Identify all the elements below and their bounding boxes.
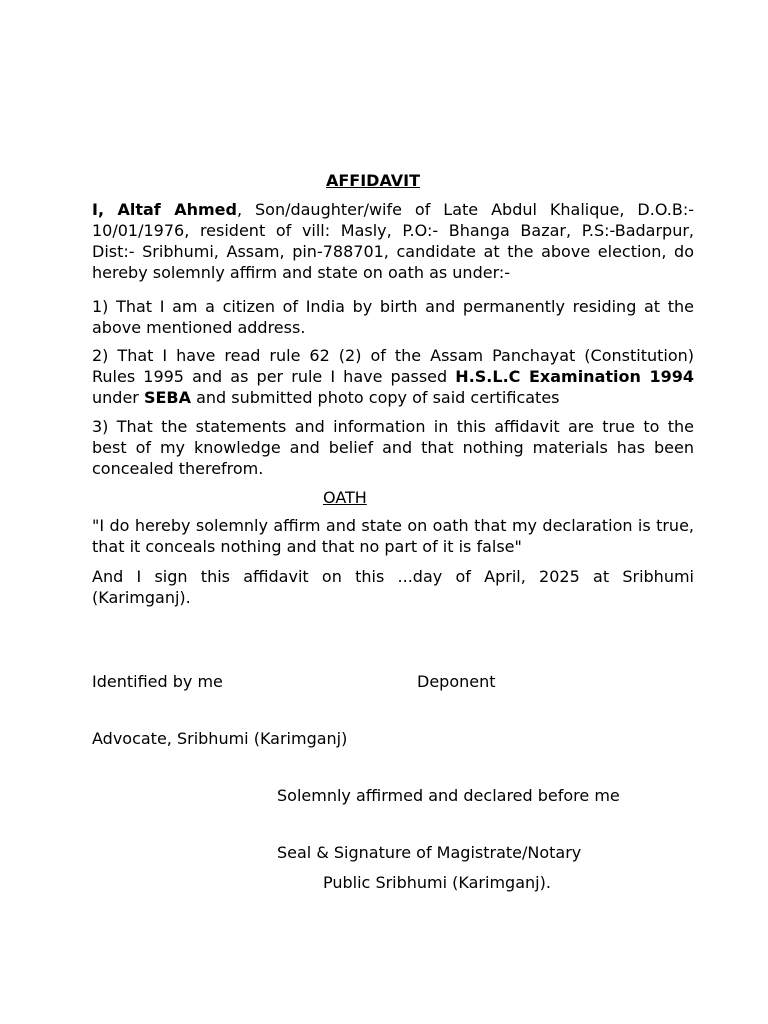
point-2 [92,345,694,408]
intro-paragraph [92,199,694,283]
point-2-text-c: and submitted photo copy of said certificates [190,388,560,407]
oath-heading: OATH [323,488,367,507]
seal-signature-label: Seal & Signature of Magistrate/Notary [277,843,582,862]
point-2-text-a: 2) That I have read rule 62 (2) of the Assam Panchayat (Constitution) Rules 1995 and as per rule I have passed [92,346,694,386]
deponent-name: I, Altaf Ahmed [92,200,237,219]
point-3: 3) That the statements and information in this affidavit are true to the best of my knowledge and belief and that nothing materials has been concealed therefrom. [92,417,694,478]
identified-by-label: Identified by me [92,672,223,691]
intro-text: , Son/daughter/wife of Late Abdul Khalique, D.O.B:- 10/01/1976, resident of vill: Masly, P.O:- Bhanga Bazar, P.S:-Badarpur, Dist:- Sribhumi, Assam, pin-788701, candidate at the above election, do hereby solemnly affirm and state on oath as under:- [92,200,694,282]
exam-name: H.S.L.C Examination 1994 [455,367,695,386]
solemnly-affirmed-label: Solemnly affirmed and declared before me [277,786,620,805]
point-2-text-b: under [92,388,144,407]
oath-quote: "I do hereby solemnly affirm and state on oath that my declaration is true, that it conceals nothing and that no part of it is false" [92,516,694,556]
advocate-label: Advocate, Sribhumi (Karimganj) [92,729,348,748]
sign-statement: And I sign this affidavit on this ...day of April, 2025 at Sribhumi (Karimganj). [92,567,694,607]
notary-public-label: Public Sribhumi (Karimganj). [323,873,551,892]
board-name: SEBA [143,388,191,407]
deponent-label: Deponent [417,672,496,691]
page-title: AFFIDAVIT [325,171,421,190]
point-1: 1) That I am a citizen of India by birth and permanently residing at the above mentioned address. [92,297,694,337]
